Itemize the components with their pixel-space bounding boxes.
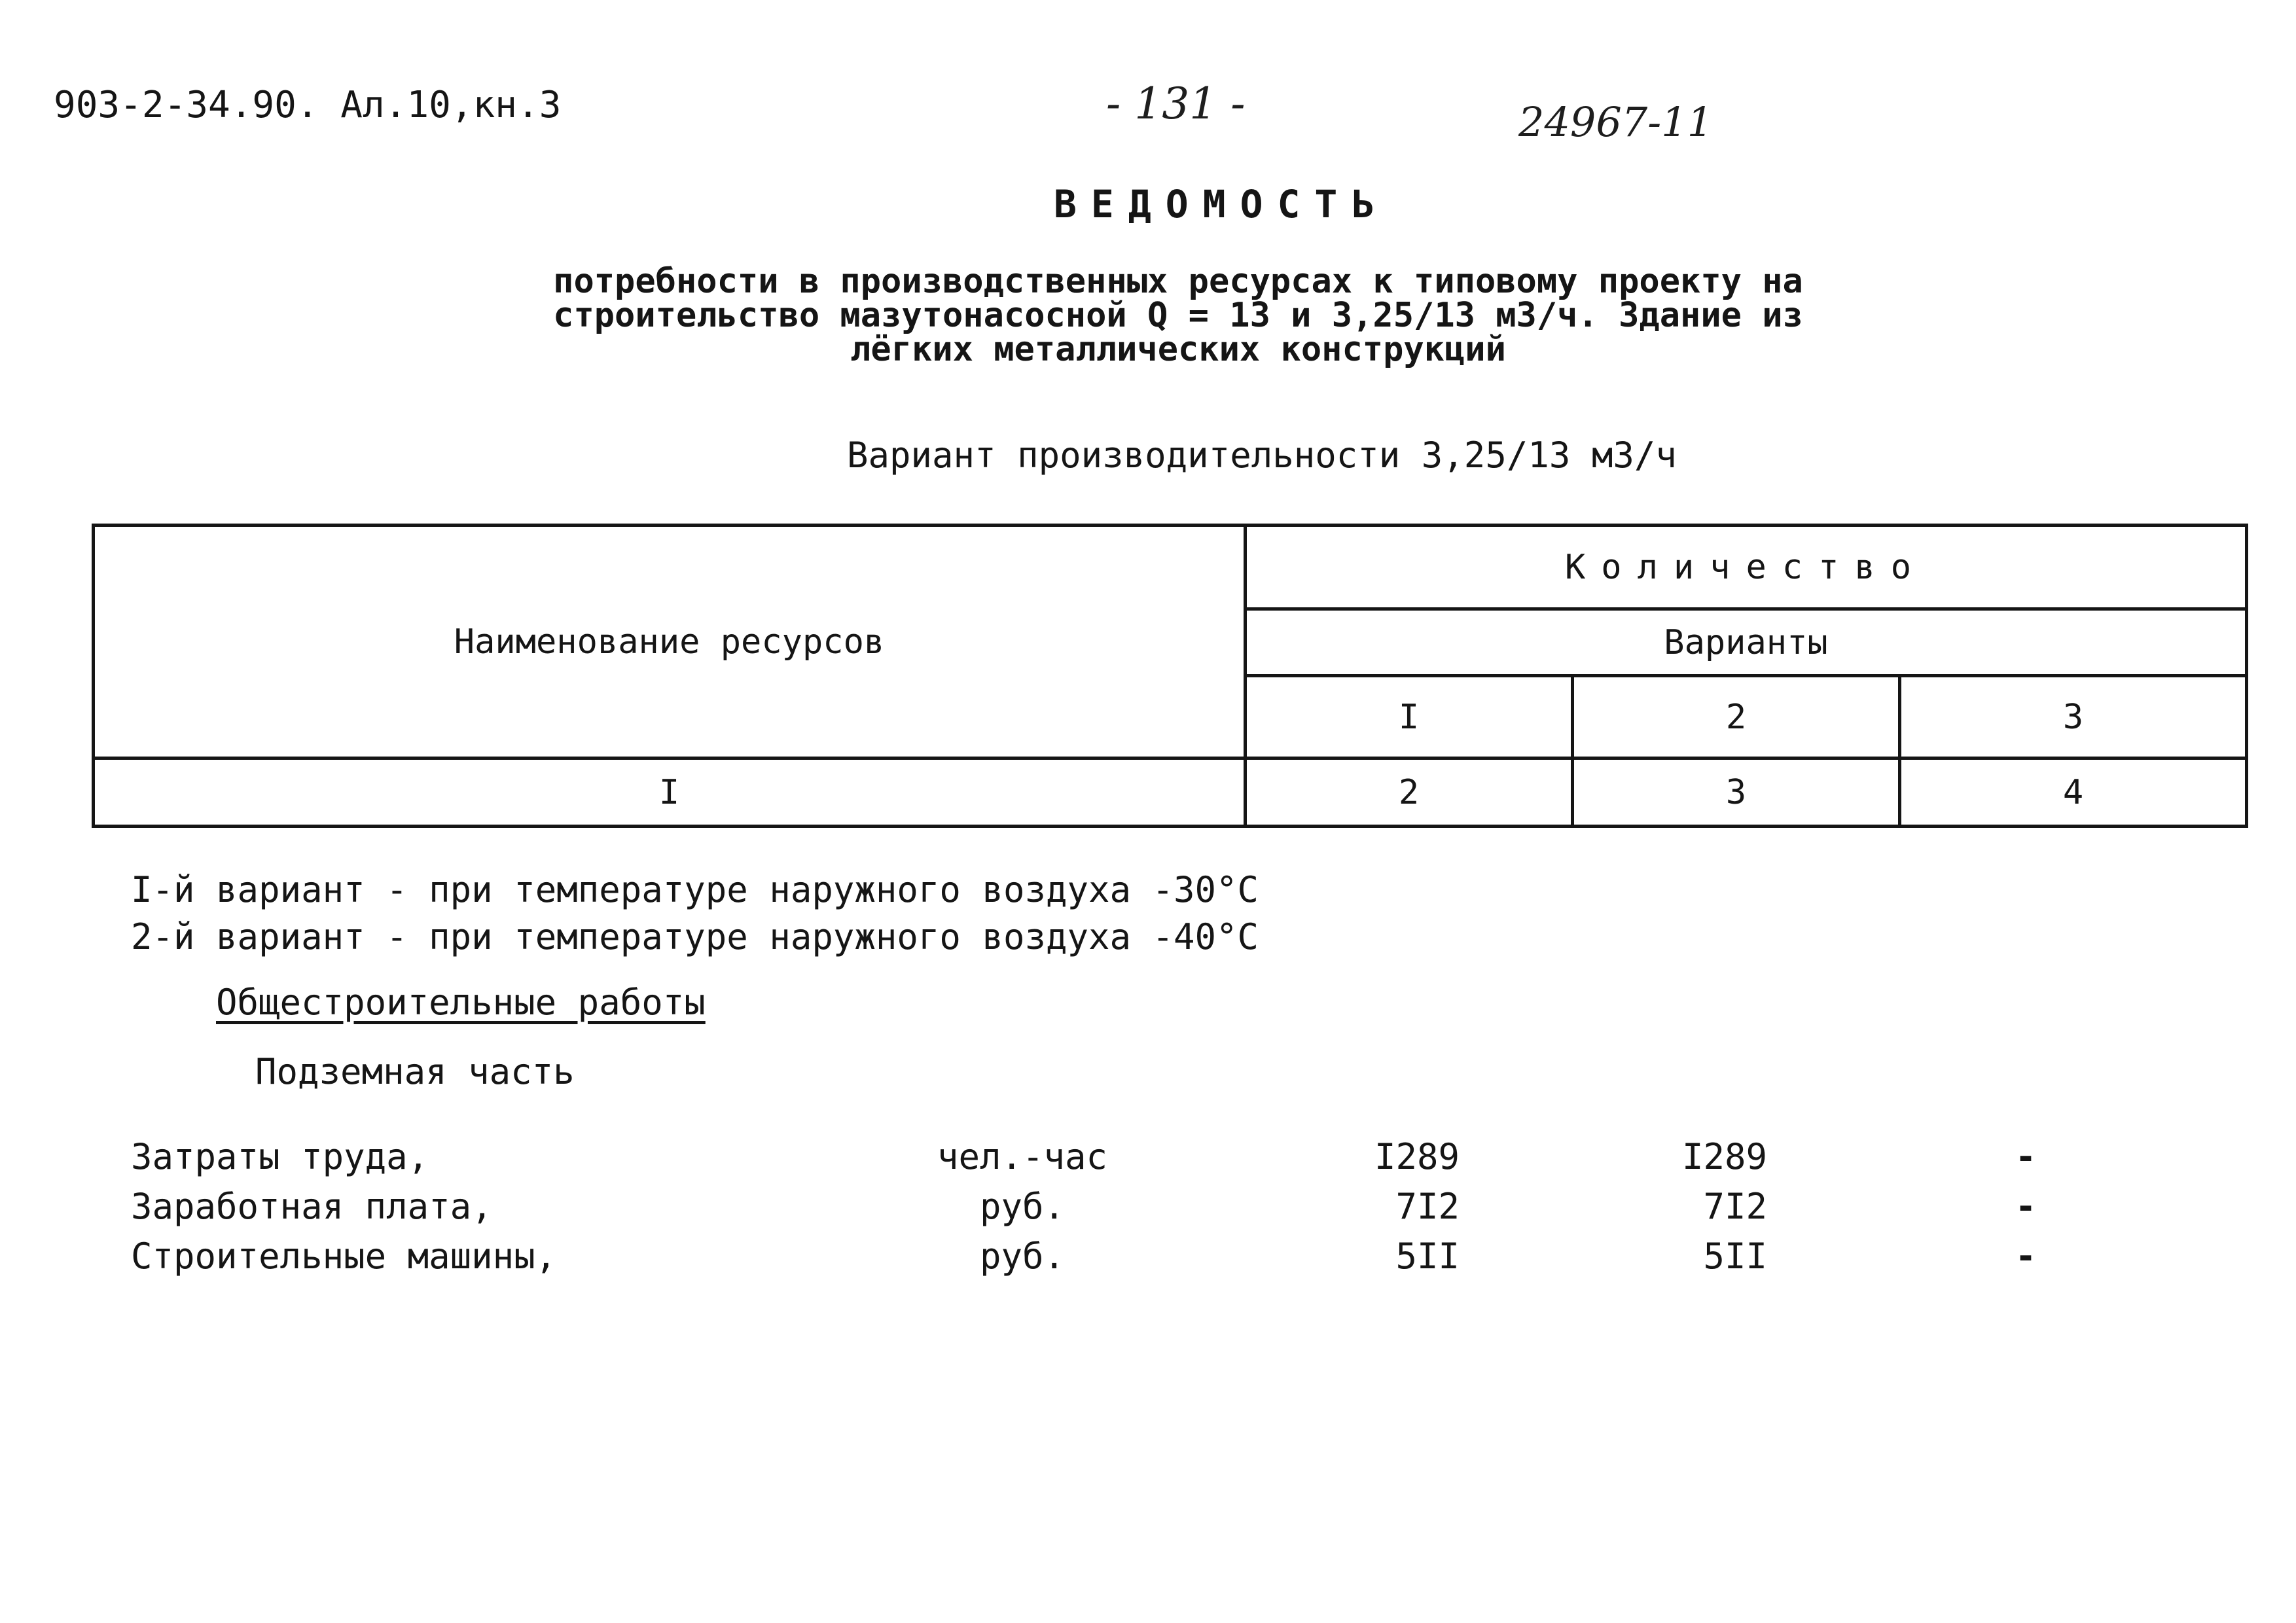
row-name: Заработная плата,	[131, 1186, 493, 1227]
variants-header: Варианты	[1246, 609, 2247, 676]
row-name: Затраты труда,	[131, 1136, 429, 1177]
row-value-variant-3: -	[2015, 1186, 2037, 1227]
section-title: Общестроительные работы	[216, 982, 706, 1023]
row-value-variant-2: 7I2	[1703, 1186, 1767, 1227]
resources-table-header	[92, 524, 2248, 828]
document-code: 903-2-34.90. Ал.10,кн.3	[54, 84, 562, 126]
column-number-cell: I	[94, 758, 1246, 827]
column-number-cell: 4	[1900, 758, 2247, 827]
row-value-variant-2: 5II	[1703, 1236, 1767, 1277]
row-unit: руб.	[979, 1186, 1066, 1227]
row-value-variant-1: I289	[1374, 1136, 1460, 1177]
row-value-variant-3: -	[2015, 1236, 2037, 1277]
resource-name-header: Наименование ресурсов	[94, 526, 1246, 758]
row-value-variant-2: I289	[1681, 1136, 1767, 1177]
subsection-title: Подземная часть	[255, 1051, 575, 1092]
inventory-number: 24967-11	[1518, 98, 1713, 146]
variant-number-cell: 3	[1900, 676, 2247, 758]
capacity-variant: Вариант производительности 3,25/13 м3/ч	[847, 435, 1677, 476]
variant-note: I-й вариант - при температуре наружного воздуха -30°C	[131, 869, 1259, 910]
variant-number-cell: 2	[1573, 676, 1900, 758]
column-number-cell: 3	[1573, 758, 1900, 827]
variant-note: 2-й вариант - при температуре наружного воздуха -40°C	[131, 916, 1259, 957]
column-number-cell: 2	[1246, 758, 1573, 827]
row-value-variant-1: 5II	[1395, 1236, 1460, 1277]
row-value-variant-1: 7I2	[1395, 1186, 1460, 1227]
document-title: ВЕДОМОСТЬ	[1054, 182, 1390, 226]
variant-number-cell: I	[1246, 676, 1573, 758]
page-number: - 131 -	[1106, 79, 1246, 129]
row-value-variant-3: -	[2015, 1136, 2037, 1177]
row-name: Строительные машины,	[131, 1236, 557, 1277]
document-subtitle: потребности в производственных ресурсах к типовому проекту на строительство мазутонасосной Q = 13 и 3,25/13 м3/ч. Здание из лёгких металлических конструкций	[553, 262, 1803, 369]
row-unit: чел.-час	[937, 1136, 1108, 1177]
quantity-header: Количество	[1246, 526, 2247, 609]
row-unit: руб.	[979, 1236, 1066, 1277]
